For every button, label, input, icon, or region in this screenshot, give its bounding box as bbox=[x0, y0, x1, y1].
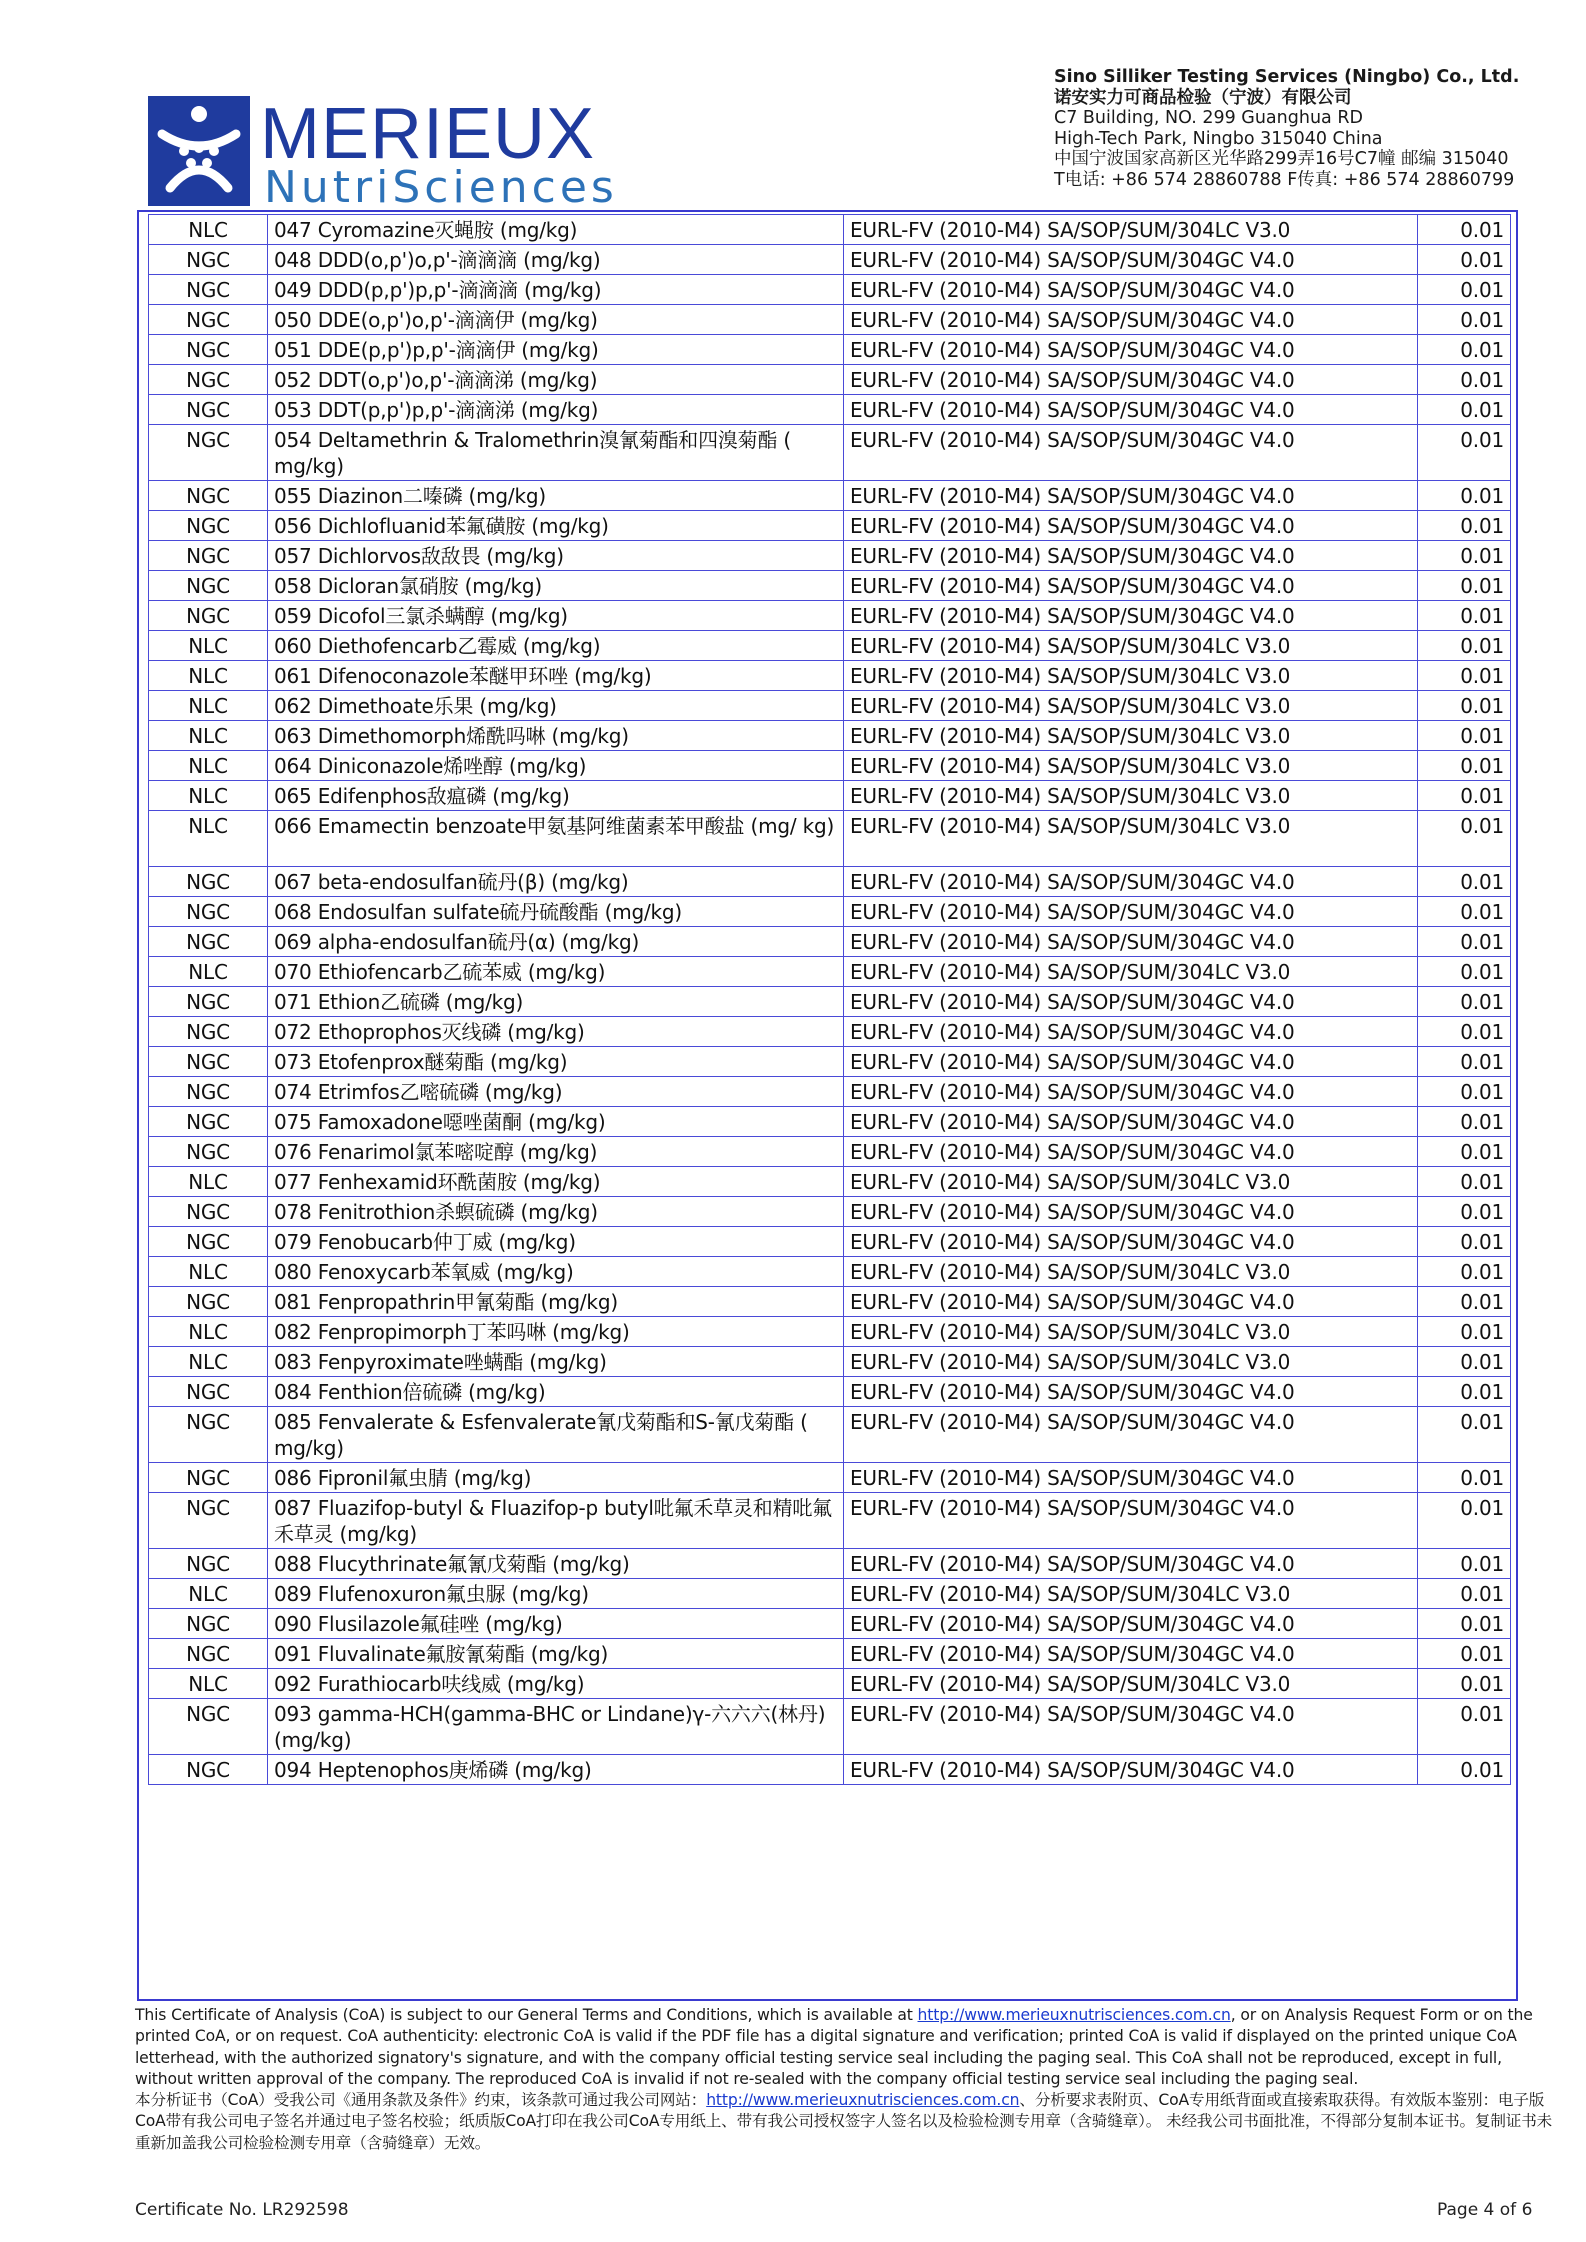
results-table-body bbox=[149, 215, 1511, 1785]
lod-cell: 0.01 bbox=[1418, 215, 1511, 245]
analysis-type-cell: NGC bbox=[149, 1463, 268, 1493]
analyte-name-cell: 061 Difenoconazole苯醚甲环唑 (mg/kg) bbox=[268, 661, 844, 691]
method-cell: EURL-FV (2010-M4) SA/SOP/SUM/304GC V4.0 bbox=[844, 1137, 1418, 1167]
analyte-name-cell: 093 gamma-HCH(gamma-BHC or Lindane)γ-六六六(林丹) (mg/kg) bbox=[268, 1699, 844, 1755]
analysis-type-cell: NLC bbox=[149, 661, 268, 691]
analysis-type-cell: NGC bbox=[149, 541, 268, 571]
analyte-name-cell: 075 Famoxadone噁唑菌酮 (mg/kg) bbox=[268, 1107, 844, 1137]
lod-cell: 0.01 bbox=[1418, 1639, 1511, 1669]
disclaimer-en: This Certificate of Analysis (CoA) is subject to our General Terms and Conditions, which is available at http://www.merieuxnutrisciences.com.cn, or on Analysis Request Form or on the printed CoA, or on request. CoA authenticity: electronic CoA is valid if the PDF file has a digital signature and verification; printed CoA is valid if displayed on the printed unique CoA letterhead, with the authorized signatory's signature, and with the company official testing service seal including the paging seal. This CoA shall not be reproduced, except in full, without written approval of the company. The reproduced CoA is invalid if not re-sealed with the company official testing service seal including the paging seal. bbox=[135, 2006, 1533, 2088]
method-cell: EURL-FV (2010-M4) SA/SOP/SUM/304GC V4.0 bbox=[844, 1227, 1418, 1257]
table-row bbox=[149, 395, 1511, 425]
table-row bbox=[149, 631, 1511, 661]
lod-cell: 0.01 bbox=[1418, 1755, 1511, 1785]
lod-cell: 0.01 bbox=[1418, 601, 1511, 631]
analysis-type-cell: NGC bbox=[149, 275, 268, 305]
analyte-name-cell: 089 Flufenoxuron氟虫脲 (mg/kg) bbox=[268, 1579, 844, 1609]
lod-cell: 0.01 bbox=[1418, 1609, 1511, 1639]
lod-cell: 0.01 bbox=[1418, 781, 1511, 811]
analyte-name-cell: 052 DDT(o,p')o,p'-滴滴涕 (mg/kg) bbox=[268, 365, 844, 395]
analysis-type-cell: NGC bbox=[149, 1639, 268, 1669]
table-row bbox=[149, 1493, 1511, 1549]
method-cell: EURL-FV (2010-M4) SA/SOP/SUM/304GC V4.0 bbox=[844, 897, 1418, 927]
analyte-name-cell: 081 Fenpropathrin甲氰菊酯 (mg/kg) bbox=[268, 1287, 844, 1317]
method-cell: EURL-FV (2010-M4) SA/SOP/SUM/304LC V3.0 bbox=[844, 1317, 1418, 1347]
table-row bbox=[149, 1639, 1511, 1669]
table-row bbox=[149, 751, 1511, 781]
table-row bbox=[149, 1609, 1511, 1639]
analysis-type-cell: NGC bbox=[149, 305, 268, 335]
analysis-type-cell: NGC bbox=[149, 1549, 268, 1579]
lod-cell: 0.01 bbox=[1418, 811, 1511, 867]
table-row bbox=[149, 781, 1511, 811]
table-row bbox=[149, 1257, 1511, 1287]
method-cell: EURL-FV (2010-M4) SA/SOP/SUM/304LC V3.0 bbox=[844, 721, 1418, 751]
disclaimer-cn: 本分析证书（CoA）受我公司《通用条款及条件》约束，该条款可通过我公司网站：http://www.merieuxnutrisciences.com.cn、分析要求表附页、CoA专用纸背面或直接索取获得。有效版本鉴别：电子版CoA带有我公司电子签名并通过电子签名校验；纸质版CoA打印在我公司CoA专用纸上、带有我公司授权签字人签名以及检验检测专用章（含骑缝章）。 未经我公司书面批准，不得部分复制本证书。复制证书未重新加盖我公司检验检测专用章（含骑缝章）无效。 bbox=[135, 2091, 1553, 2152]
method-cell: EURL-FV (2010-M4) SA/SOP/SUM/304GC V4.0 bbox=[844, 1549, 1418, 1579]
table-row bbox=[149, 1549, 1511, 1579]
analysis-type-cell: NLC bbox=[149, 1669, 268, 1699]
analyte-name-cell: 064 Diniconazole烯唑醇 (mg/kg) bbox=[268, 751, 844, 781]
results-table bbox=[148, 214, 1511, 1785]
lod-cell: 0.01 bbox=[1418, 1377, 1511, 1407]
lod-cell: 0.01 bbox=[1418, 661, 1511, 691]
lod-cell: 0.01 bbox=[1418, 897, 1511, 927]
method-cell: EURL-FV (2010-M4) SA/SOP/SUM/304LC V3.0 bbox=[844, 215, 1418, 245]
lod-cell: 0.01 bbox=[1418, 365, 1511, 395]
table-row bbox=[149, 1017, 1511, 1047]
method-cell: EURL-FV (2010-M4) SA/SOP/SUM/304GC V4.0 bbox=[844, 867, 1418, 897]
analysis-type-cell: NGC bbox=[149, 1493, 268, 1549]
analyte-name-cell: 088 Flucythrinate氟氰戊菊酯 (mg/kg) bbox=[268, 1549, 844, 1579]
analyte-name-cell: 055 Diazinon二嗪磷 (mg/kg) bbox=[268, 481, 844, 511]
method-cell: EURL-FV (2010-M4) SA/SOP/SUM/304LC V3.0 bbox=[844, 1167, 1418, 1197]
analysis-type-cell: NLC bbox=[149, 751, 268, 781]
table-row bbox=[149, 1317, 1511, 1347]
method-cell: EURL-FV (2010-M4) SA/SOP/SUM/304GC V4.0 bbox=[844, 1699, 1418, 1755]
lod-cell: 0.01 bbox=[1418, 987, 1511, 1017]
lod-cell: 0.01 bbox=[1418, 571, 1511, 601]
table-row bbox=[149, 811, 1511, 867]
analysis-type-cell: NGC bbox=[149, 1699, 268, 1755]
table-row bbox=[149, 691, 1511, 721]
company-name-cn: 诺安实力可商品检验（宁波）有限公司 bbox=[1054, 87, 1352, 108]
analysis-type-cell: NGC bbox=[149, 1197, 268, 1227]
table-row bbox=[149, 541, 1511, 571]
table-row bbox=[149, 481, 1511, 511]
analysis-type-cell: NLC bbox=[149, 691, 268, 721]
method-cell: EURL-FV (2010-M4) SA/SOP/SUM/304GC V4.0 bbox=[844, 335, 1418, 365]
method-cell: EURL-FV (2010-M4) SA/SOP/SUM/304GC V4.0 bbox=[844, 1197, 1418, 1227]
method-cell: EURL-FV (2010-M4) SA/SOP/SUM/304LC V3.0 bbox=[844, 631, 1418, 661]
analyte-name-cell: 084 Fenthion倍硫磷 (mg/kg) bbox=[268, 1377, 844, 1407]
lod-cell: 0.01 bbox=[1418, 1137, 1511, 1167]
analysis-type-cell: NGC bbox=[149, 927, 268, 957]
table-row bbox=[149, 927, 1511, 957]
analysis-type-cell: NGC bbox=[149, 1137, 268, 1167]
lod-cell: 0.01 bbox=[1418, 511, 1511, 541]
method-cell: EURL-FV (2010-M4) SA/SOP/SUM/304GC V4.0 bbox=[844, 927, 1418, 957]
lod-cell: 0.01 bbox=[1418, 1317, 1511, 1347]
analyte-name-cell: 051 DDE(p,p')p,p'-滴滴伊 (mg/kg) bbox=[268, 335, 844, 365]
analyte-name-cell: 047 Cyromazine灭蝇胺 (mg/kg) bbox=[268, 215, 844, 245]
analyte-name-cell: 087 Fluazifop-butyl & Fluazifop-p butyl吡氟禾草灵和精吡氟禾草灵 (mg/kg) bbox=[268, 1493, 844, 1549]
table-row bbox=[149, 1047, 1511, 1077]
analysis-type-cell: NGC bbox=[149, 1077, 268, 1107]
analysis-type-cell: NLC bbox=[149, 811, 268, 867]
table-row bbox=[149, 1377, 1511, 1407]
analysis-type-cell: NLC bbox=[149, 1579, 268, 1609]
table-row bbox=[149, 1347, 1511, 1377]
table-row bbox=[149, 1137, 1511, 1167]
method-cell: EURL-FV (2010-M4) SA/SOP/SUM/304GC V4.0 bbox=[844, 275, 1418, 305]
table-row bbox=[149, 365, 1511, 395]
phone-fax: T电话: +86 574 28860788 F传真: +86 574 28860799 bbox=[1054, 169, 1515, 190]
lod-cell: 0.01 bbox=[1418, 1347, 1511, 1377]
method-cell: EURL-FV (2010-M4) SA/SOP/SUM/304GC V4.0 bbox=[844, 481, 1418, 511]
method-cell: EURL-FV (2010-M4) SA/SOP/SUM/304GC V4.0 bbox=[844, 1017, 1418, 1047]
table-row bbox=[149, 1227, 1511, 1257]
table-row bbox=[149, 1167, 1511, 1197]
lod-cell: 0.01 bbox=[1418, 1077, 1511, 1107]
analysis-type-cell: NLC bbox=[149, 215, 268, 245]
terms-link[interactable]: http://www.merieuxnutrisciences.com.cn bbox=[917, 2006, 1231, 2024]
logo-wordmark: MERIEUX bbox=[260, 96, 596, 174]
analysis-type-cell: NLC bbox=[149, 721, 268, 751]
analysis-type-cell: NLC bbox=[149, 957, 268, 987]
logo-subwordmark: NutriSciences bbox=[264, 162, 618, 208]
analyte-name-cell: 072 Ethoprophos灭线磷 (mg/kg) bbox=[268, 1017, 844, 1047]
table-row bbox=[149, 511, 1511, 541]
lod-cell: 0.01 bbox=[1418, 1699, 1511, 1755]
analyte-name-cell: 073 Etofenprox醚菊酯 (mg/kg) bbox=[268, 1047, 844, 1077]
analysis-type-cell: NLC bbox=[149, 631, 268, 661]
analysis-type-cell: NLC bbox=[149, 1317, 268, 1347]
method-cell: EURL-FV (2010-M4) SA/SOP/SUM/304GC V4.0 bbox=[844, 1493, 1418, 1549]
analyte-name-cell: 077 Fenhexamid环酰菌胺 (mg/kg) bbox=[268, 1167, 844, 1197]
table-row bbox=[149, 245, 1511, 275]
analysis-type-cell: NGC bbox=[149, 1017, 268, 1047]
lod-cell: 0.01 bbox=[1418, 631, 1511, 661]
analysis-type-cell: NGC bbox=[149, 867, 268, 897]
analyte-name-cell: 082 Fenpropimorph丁苯吗啉 (mg/kg) bbox=[268, 1317, 844, 1347]
method-cell: EURL-FV (2010-M4) SA/SOP/SUM/304GC V4.0 bbox=[844, 305, 1418, 335]
analyte-name-cell: 067 beta-endosulfan硫丹(β) (mg/kg) bbox=[268, 867, 844, 897]
analyte-name-cell: 079 Fenobucarb仲丁威 (mg/kg) bbox=[268, 1227, 844, 1257]
analysis-type-cell: NGC bbox=[149, 987, 268, 1017]
method-cell: EURL-FV (2010-M4) SA/SOP/SUM/304GC V4.0 bbox=[844, 987, 1418, 1017]
analyte-name-cell: 094 Heptenophos庚烯磷 (mg/kg) bbox=[268, 1755, 844, 1785]
lod-cell: 0.01 bbox=[1418, 1257, 1511, 1287]
lod-cell: 0.01 bbox=[1418, 1463, 1511, 1493]
table-row bbox=[149, 335, 1511, 365]
analyte-name-cell: 049 DDD(p,p')p,p'-滴滴滴 (mg/kg) bbox=[268, 275, 844, 305]
analysis-type-cell: NGC bbox=[149, 1377, 268, 1407]
table-row bbox=[149, 1755, 1511, 1785]
table-row bbox=[149, 721, 1511, 751]
analysis-type-cell: NGC bbox=[149, 425, 268, 481]
analyte-name-cell: 057 Dichlorvos敌敌畏 (mg/kg) bbox=[268, 541, 844, 571]
method-cell: EURL-FV (2010-M4) SA/SOP/SUM/304GC V4.0 bbox=[844, 571, 1418, 601]
analyte-name-cell: 092 Furathiocarb呋线威 (mg/kg) bbox=[268, 1669, 844, 1699]
analysis-type-cell: NGC bbox=[149, 1107, 268, 1137]
lod-cell: 0.01 bbox=[1418, 1579, 1511, 1609]
lod-cell: 0.01 bbox=[1418, 927, 1511, 957]
analyte-name-cell: 056 Dichlofluanid苯氟磺胺 (mg/kg) bbox=[268, 511, 844, 541]
address-line: C7 Building, NO. 299 Guanghua RD bbox=[1054, 108, 1363, 128]
analysis-type-cell: NGC bbox=[149, 1407, 268, 1463]
letterhead bbox=[0, 0, 1586, 212]
method-cell: EURL-FV (2010-M4) SA/SOP/SUM/304LC V3.0 bbox=[844, 661, 1418, 691]
analyte-name-cell: 058 Dicloran氯硝胺 (mg/kg) bbox=[268, 571, 844, 601]
lod-cell: 0.01 bbox=[1418, 1197, 1511, 1227]
merieux-nutrisciences-logo bbox=[148, 96, 663, 208]
method-cell: EURL-FV (2010-M4) SA/SOP/SUM/304GC V4.0 bbox=[844, 601, 1418, 631]
lod-cell: 0.01 bbox=[1418, 481, 1511, 511]
lod-cell: 0.01 bbox=[1418, 275, 1511, 305]
method-cell: EURL-FV (2010-M4) SA/SOP/SUM/304LC V3.0 bbox=[844, 691, 1418, 721]
lod-cell: 0.01 bbox=[1418, 1047, 1511, 1077]
analyte-name-cell: 070 Ethiofencarb乙硫苯威 (mg/kg) bbox=[268, 957, 844, 987]
method-cell: EURL-FV (2010-M4) SA/SOP/SUM/304LC V3.0 bbox=[844, 781, 1418, 811]
address-cn: 中国宁波国家高新区光华路299弄16号C7幢 邮编 315040 bbox=[1054, 149, 1509, 169]
table-row bbox=[149, 661, 1511, 691]
table-row bbox=[149, 1197, 1511, 1227]
method-cell: EURL-FV (2010-M4) SA/SOP/SUM/304GC V4.0 bbox=[844, 425, 1418, 481]
table-row bbox=[149, 867, 1511, 897]
method-cell: EURL-FV (2010-M4) SA/SOP/SUM/304GC V4.0 bbox=[844, 1107, 1418, 1137]
analyte-name-cell: 050 DDE(o,p')o,p'-滴滴伊 (mg/kg) bbox=[268, 305, 844, 335]
analyte-name-cell: 066 Emamectin benzoate甲氨基阿维菌素苯甲酸盐 (mg/ kg) bbox=[268, 811, 844, 867]
method-cell: EURL-FV (2010-M4) SA/SOP/SUM/304LC V3.0 bbox=[844, 957, 1418, 987]
table-row bbox=[149, 1407, 1511, 1463]
method-cell: EURL-FV (2010-M4) SA/SOP/SUM/304GC V4.0 bbox=[844, 1609, 1418, 1639]
lod-cell: 0.01 bbox=[1418, 721, 1511, 751]
address-line: High-Tech Park, Ningbo 315040 China bbox=[1054, 128, 1383, 149]
lod-cell: 0.01 bbox=[1418, 1549, 1511, 1579]
analyte-name-cell: 078 Fenitrothion杀螟硫磷 (mg/kg) bbox=[268, 1197, 844, 1227]
method-cell: EURL-FV (2010-M4) SA/SOP/SUM/304GC V4.0 bbox=[844, 1407, 1418, 1463]
analysis-type-cell: NLC bbox=[149, 1257, 268, 1287]
table-row bbox=[149, 215, 1511, 245]
method-cell: EURL-FV (2010-M4) SA/SOP/SUM/304GC V4.0 bbox=[844, 1047, 1418, 1077]
table-row bbox=[149, 601, 1511, 631]
analyte-name-cell: 062 Dimethoate乐果 (mg/kg) bbox=[268, 691, 844, 721]
lod-cell: 0.01 bbox=[1418, 691, 1511, 721]
analysis-type-cell: NGC bbox=[149, 511, 268, 541]
method-cell: EURL-FV (2010-M4) SA/SOP/SUM/304GC V4.0 bbox=[844, 541, 1418, 571]
analysis-type-cell: NGC bbox=[149, 1609, 268, 1639]
method-cell: EURL-FV (2010-M4) SA/SOP/SUM/304GC V4.0 bbox=[844, 1377, 1418, 1407]
table-row bbox=[149, 1077, 1511, 1107]
method-cell: EURL-FV (2010-M4) SA/SOP/SUM/304GC V4.0 bbox=[844, 1639, 1418, 1669]
lod-cell: 0.01 bbox=[1418, 245, 1511, 275]
lod-cell: 0.01 bbox=[1418, 541, 1511, 571]
method-cell: EURL-FV (2010-M4) SA/SOP/SUM/304GC V4.0 bbox=[844, 511, 1418, 541]
method-cell: EURL-FV (2010-M4) SA/SOP/SUM/304LC V3.0 bbox=[844, 1669, 1418, 1699]
analysis-type-cell: NGC bbox=[149, 395, 268, 425]
method-cell: EURL-FV (2010-M4) SA/SOP/SUM/304GC V4.0 bbox=[844, 365, 1418, 395]
analyte-name-cell: 085 Fenvalerate & Esfenvalerate氰戊菊酯和S-氰戊菊酯 ( mg/kg) bbox=[268, 1407, 844, 1463]
analysis-type-cell: NGC bbox=[149, 571, 268, 601]
terms-link-cn[interactable]: http://www.merieuxnutrisciences.com.cn bbox=[706, 2091, 1020, 2110]
analysis-type-cell: NGC bbox=[149, 1287, 268, 1317]
analysis-type-cell: NGC bbox=[149, 601, 268, 631]
table-row bbox=[149, 1107, 1511, 1137]
analysis-type-cell: NGC bbox=[149, 481, 268, 511]
lod-cell: 0.01 bbox=[1418, 1669, 1511, 1699]
analyte-name-cell: 071 Ethion乙硫磷 (mg/kg) bbox=[268, 987, 844, 1017]
analyte-name-cell: 048 DDD(o,p')o,p'-滴滴滴 (mg/kg) bbox=[268, 245, 844, 275]
method-cell: EURL-FV (2010-M4) SA/SOP/SUM/304LC V3.0 bbox=[844, 811, 1418, 867]
table-row bbox=[149, 897, 1511, 927]
analyte-name-cell: 063 Dimethomorph烯酰吗啉 (mg/kg) bbox=[268, 721, 844, 751]
analyte-name-cell: 059 Dicofol三氯杀螨醇 (mg/kg) bbox=[268, 601, 844, 631]
method-cell: EURL-FV (2010-M4) SA/SOP/SUM/304LC V3.0 bbox=[844, 1257, 1418, 1287]
lod-cell: 0.01 bbox=[1418, 305, 1511, 335]
analyte-name-cell: 065 Edifenphos敌瘟磷 (mg/kg) bbox=[268, 781, 844, 811]
analyte-name-cell: 054 Deltamethrin & Tralomethrin溴氰菊酯和四溴菊酯 ( mg/kg) bbox=[268, 425, 844, 481]
lod-cell: 0.01 bbox=[1418, 1107, 1511, 1137]
method-cell: EURL-FV (2010-M4) SA/SOP/SUM/304GC V4.0 bbox=[844, 1463, 1418, 1493]
analysis-type-cell: NLC bbox=[149, 1347, 268, 1377]
lod-cell: 0.01 bbox=[1418, 335, 1511, 365]
method-cell: EURL-FV (2010-M4) SA/SOP/SUM/304GC V4.0 bbox=[844, 1287, 1418, 1317]
table-row bbox=[149, 1699, 1511, 1755]
table-row bbox=[149, 1579, 1511, 1609]
lod-cell: 0.01 bbox=[1418, 1227, 1511, 1257]
table-row bbox=[149, 987, 1511, 1017]
table-row bbox=[149, 275, 1511, 305]
table-row bbox=[149, 425, 1511, 481]
analyte-name-cell: 076 Fenarimol氯苯嘧啶醇 (mg/kg) bbox=[268, 1137, 844, 1167]
company-name: Sino Silliker Testing Services (Ningbo) Co., Ltd. bbox=[1054, 67, 1520, 87]
method-cell: EURL-FV (2010-M4) SA/SOP/SUM/304GC V4.0 bbox=[844, 1755, 1418, 1785]
analyte-name-cell: 053 DDT(p,p')p,p'-滴滴涕 (mg/kg) bbox=[268, 395, 844, 425]
table-row bbox=[149, 305, 1511, 335]
table-row bbox=[149, 1669, 1511, 1699]
method-cell: EURL-FV (2010-M4) SA/SOP/SUM/304GC V4.0 bbox=[844, 1077, 1418, 1107]
page-number: Page 4 of 6 bbox=[1437, 2200, 1533, 2220]
method-cell: EURL-FV (2010-M4) SA/SOP/SUM/304LC V3.0 bbox=[844, 1347, 1418, 1377]
analysis-type-cell: NGC bbox=[149, 335, 268, 365]
footer-disclaimer bbox=[135, 2005, 1555, 2154]
lod-cell: 0.01 bbox=[1418, 1167, 1511, 1197]
analyte-name-cell: 086 Fipronil氟虫腈 (mg/kg) bbox=[268, 1463, 844, 1493]
lod-cell: 0.01 bbox=[1418, 1407, 1511, 1463]
analyte-name-cell: 091 Fluvalinate氟胺氰菊酯 (mg/kg) bbox=[268, 1639, 844, 1669]
lod-cell: 0.01 bbox=[1418, 1493, 1511, 1549]
lod-cell: 0.01 bbox=[1418, 425, 1511, 481]
table-row bbox=[149, 957, 1511, 987]
analyte-name-cell: 080 Fenoxycarb苯氧威 (mg/kg) bbox=[268, 1257, 844, 1287]
table-row bbox=[149, 571, 1511, 601]
analysis-type-cell: NLC bbox=[149, 1167, 268, 1197]
lod-cell: 0.01 bbox=[1418, 751, 1511, 781]
method-cell: EURL-FV (2010-M4) SA/SOP/SUM/304GC V4.0 bbox=[844, 395, 1418, 425]
analyte-name-cell: 074 Etrimfos乙嘧硫磷 (mg/kg) bbox=[268, 1077, 844, 1107]
lod-cell: 0.01 bbox=[1418, 1287, 1511, 1317]
analysis-type-cell: NGC bbox=[149, 1755, 268, 1785]
analyte-name-cell: 083 Fenpyroximate唑螨酯 (mg/kg) bbox=[268, 1347, 844, 1377]
analyte-name-cell: 068 Endosulfan sulfate硫丹硫酸酯 (mg/kg) bbox=[268, 897, 844, 927]
analyte-name-cell: 069 alpha-endosulfan硫丹(α) (mg/kg) bbox=[268, 927, 844, 957]
analysis-type-cell: NGC bbox=[149, 1227, 268, 1257]
analyte-name-cell: 090 Flusilazole氟硅唑 (mg/kg) bbox=[268, 1609, 844, 1639]
analysis-type-cell: NGC bbox=[149, 245, 268, 275]
certificate-number: Certificate No. LR292598 bbox=[135, 2200, 349, 2220]
method-cell: EURL-FV (2010-M4) SA/SOP/SUM/304LC V3.0 bbox=[844, 751, 1418, 781]
table-row bbox=[149, 1287, 1511, 1317]
lod-cell: 0.01 bbox=[1418, 957, 1511, 987]
analysis-type-cell: NGC bbox=[149, 1047, 268, 1077]
analyte-name-cell: 060 Diethofencarb乙霉威 (mg/kg) bbox=[268, 631, 844, 661]
table-row bbox=[149, 1463, 1511, 1493]
lod-cell: 0.01 bbox=[1418, 867, 1511, 897]
company-address-block bbox=[1054, 67, 1519, 190]
analysis-type-cell: NGC bbox=[149, 897, 268, 927]
method-cell: EURL-FV (2010-M4) SA/SOP/SUM/304GC V4.0 bbox=[844, 245, 1418, 275]
analysis-type-cell: NGC bbox=[149, 365, 268, 395]
lod-cell: 0.01 bbox=[1418, 395, 1511, 425]
analysis-type-cell: NLC bbox=[149, 781, 268, 811]
method-cell: EURL-FV (2010-M4) SA/SOP/SUM/304LC V3.0 bbox=[844, 1579, 1418, 1609]
lod-cell: 0.01 bbox=[1418, 1017, 1511, 1047]
